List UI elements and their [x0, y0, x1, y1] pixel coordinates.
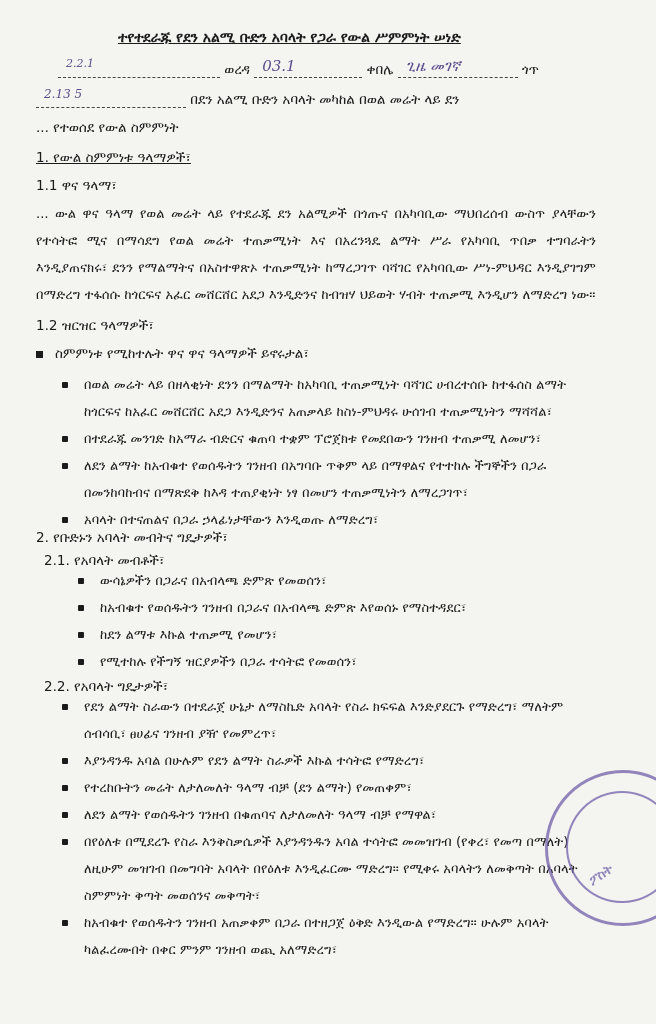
- header-line-1: [58, 57, 539, 78]
- kebele-name-blank: [398, 57, 518, 78]
- handwritten-kebele: ጊዜ መገኛ: [405, 57, 461, 75]
- handwritten-code-b: 2.13 5: [44, 87, 83, 101]
- stamp-inner-ring: [566, 791, 656, 903]
- header-line-2-text: በደን አልሚ ቡድን አባላት መካከል በወል መሬት ላይ ደን: [190, 92, 460, 108]
- intro-bullet-text: ስምምነቱ የሚከተሉት ዋና ዋና ዓላማዎች ይኖሩታል፣: [55, 346, 309, 362]
- section-1-2-heading: 1.2 ዝርዝር ዓላማዎች፣: [36, 318, 154, 334]
- rights-list: [78, 568, 588, 676]
- header-line-3: ... የተወሰደ የውል ስምምነት: [36, 120, 179, 136]
- list-item: በየዕለቱ በሚደረጉ የስራ እንቅስቃሴዎች እያንዳንዱን አባል ተሳትፎ መመዝገብ (የቀረ፣ የመጣ በማለት) ለዚሁም መዝገብ በመግባት አባላት በየዕለቱ እንዲፈርሙ ማድረግ። የሚቀሩ አባላትን ለመቅጣት በአባላት ስምምነት ቅጣት መወሰንና መቅጣት፣: [62, 829, 597, 910]
- bullet-marker: [36, 351, 43, 358]
- list-item: የሚተከሉ የችግኝ ዝርያዎችን በጋራ ተሳትፎ የመወሰን፣: [78, 649, 588, 676]
- stamp-text: ፖስት: [586, 861, 617, 890]
- list-item: በወል መሬት ላይ በዘላቂነት ደንን በማልማት ከአካባቢ ተጠቃሚነት ባሻገር ሀብረተሰቡ ከተፋሰስ ልማት ከጎርፍና ከአፈር መሸርሸር አደጋ እንዲድንና አጠቃላይ ከስነ-ምህዳሩ ሁሰገብ ተጠቃሚነትን ማሻሻል፣: [62, 372, 602, 426]
- section-1-1-heading: 1.1 ዋና ዓላማ፣: [36, 178, 117, 194]
- list-item: የተረከቡትን መሬት ለታለመለት ዓላማ ብቻ (ደን ልማት) የመጠቀም፣: [62, 775, 597, 802]
- list-item: ለደን ልማት ከአብቁተ የወሰዱትን ገንዘብ በአግባቡ ጥቅም ላይ በማዋልና የተተከሉ ችግኞችን በጋራ በመንከባከብና በማጽደቅ ከእዳ ተጠያቂነት ነፃ በመሆን ተጠቃሚነትን ለማረጋገጥ፣: [62, 453, 602, 507]
- document-title: ተየተደራጁ የደን አልሚ ቡድን አባላት የጋራ የውል ሥምምነት ሠነድ: [118, 30, 461, 46]
- list-item: ውሳኔዎችን በጋራና በአብላጫ ድምጽ የመወሰን፣: [78, 568, 588, 595]
- intro-bullet: [36, 346, 309, 362]
- woreda-label: ወረዳ: [224, 62, 250, 78]
- kebele-blank: [58, 57, 220, 78]
- list-item: እያንዳንዱ አባል በሁሉም የደን ልማት ስራዎች እኩል ተሳትፎ የማድረግ፣: [62, 748, 597, 775]
- list-item: አባላት በተናጠልና በጋራ ኃላፊነታቸውን እንዲወጡ ለማድረግ፣: [62, 507, 602, 534]
- handwritten-woreda: 03.1: [262, 57, 296, 75]
- objectives-list: [62, 372, 602, 534]
- list-item: ከደን ልማቱ እኩል ተጠቃሚ የመሆን፣: [78, 622, 588, 649]
- list-item: ከአብቁተ የወሰዱትን ገንዘብ በጋራና በአብላጫ ድምጽ እየወሰኑ የማስተዳደር፣: [78, 595, 588, 622]
- main-objective-paragraph: ... ውል ዋና ዓላማ የወል መሬት ላይ የተደራጁ ደን አልሚዎች በጎጡና በአካባቢው ማህበረሰብ ውስጥ ያላቸውን የተሳትፎ ሚና በማሳደግ የወል መሬት ተጠቃሚነት እና በአረንጓዴ ልማት ሥራ የአካባቢ ጥበቃ ተግባራትን እንዲያጠናክሩ፣ ደንን የማልማትና በአስተዋጽኦ ተጠቃሚነት ከማረጋገጥ ባሻገር የአካባቢው ሥነ-ምህዳር እንዲያገግም በማድረግ ተፋሰሱ ከጎርፍና አፈር መሸርሸር አደጋ እንዲድንና ከብዝሃ ህይወት ሃብት ተጠቃሚ እንዲሆን ለማድረግ ነው።: [36, 207, 596, 303]
- section-2-2-heading: 2.2. የአባላት ግዴታዎች፣: [44, 679, 169, 695]
- handwritten-code-a: 2.2.1: [66, 57, 94, 70]
- kebele-label: ቀበሌ: [366, 62, 394, 78]
- list-item: ለደን ልማት የወሰዱትን ገንዘብ በቁጠባና ለታለመለት ዓላማ ብቻ የማዋል፣: [62, 802, 597, 829]
- got-label: ጎጥ: [521, 62, 539, 78]
- list-item: በተደራጁ መንገድ ከአማራ ብድርና ቁጠባ ተቋም ፕሮጀክቱ የመደበውን ገንዘብ ተጠቃሚ ለመሆን፣: [62, 426, 602, 453]
- list-item: የደን ልማት ስራውን በተደራጀ ሁኔታ ለማስኬድ አባላት የስራ ክፍፍል እንድያደርጉ የማድረግ፣ ማለትም ሰብሳቢ፣ ፀሀፊና ገንዘብ ያዥ የመምረጥ፣: [62, 694, 597, 748]
- section-2-heading: 2. የቡድኑን አባላት መብትና ግዴታዎች፣: [36, 530, 228, 546]
- woreda-blank: [254, 57, 362, 78]
- duties-list: [62, 694, 597, 964]
- group-blank: [36, 87, 186, 108]
- header-line-2: [36, 87, 460, 108]
- section-1-heading: 1. የውል ስምምነቱ ዓላማዎች፣: [36, 150, 191, 166]
- list-item: ከአብቁተ የወሰዱትን ገንዘብ አጠቃቀም በጋራ በተዘጋጀ ዕቅድ እንዲውል የማድረግ። ሁሉም አባላት ካልፈረሙበት በቀር ምንም ገንዘብ ወጪ አለማድረግ፣: [62, 910, 597, 964]
- section-2-1-heading: 2.1. የአባላት መብቶች፣: [44, 553, 165, 569]
